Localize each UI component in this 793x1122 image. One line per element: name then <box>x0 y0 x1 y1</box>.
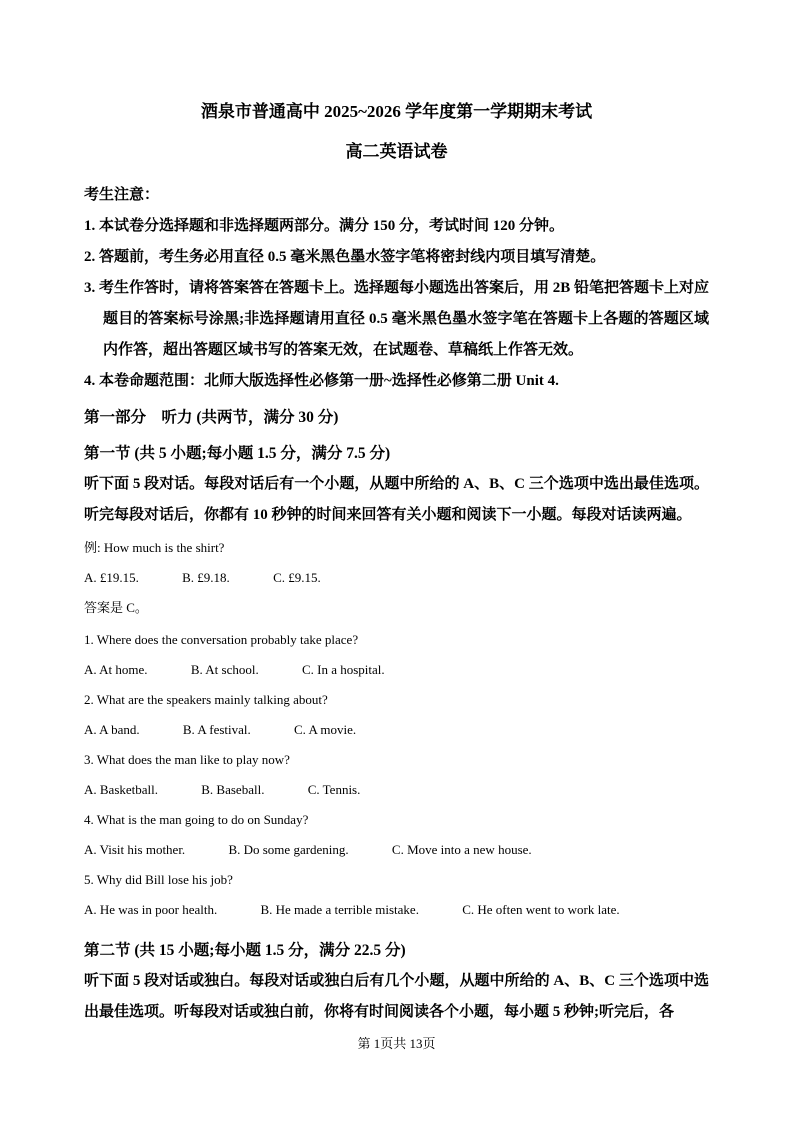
question-options <box>84 775 709 805</box>
option-a: A. Basketball. <box>84 782 159 797</box>
example-option-c: C. £9.15. <box>273 570 321 585</box>
part1-heading: 第一部分 听力 (共两节，满分 30 分) <box>84 409 339 426</box>
question-options <box>84 715 709 745</box>
option-c: C. Tennis. <box>307 782 361 797</box>
question-text: 2. What are the speakers mainly talking about? <box>84 692 328 707</box>
question-4 <box>84 805 709 865</box>
page-subtitle: 高二英语试卷 <box>345 142 448 161</box>
option-c: C. A movie. <box>294 722 357 737</box>
example-options <box>84 563 709 593</box>
question-text: 5. Why did Bill lose his job? <box>84 872 233 887</box>
example-block <box>84 533 709 623</box>
section2-instructions: 听下面 5 段对话或独白。每段对话或独白后有几个小题，从题中所给的 A、B、C 三个选项中选出最佳选项。听每段对话或独白前，你将有时间阅读各个小题，每小题 5 秒钟;听完后，各 <box>84 973 709 1020</box>
example-option-b: B. £9.18. <box>182 570 230 585</box>
page-title: 酒泉市普通高中 2025~2026 学年度第一学期期末考试 <box>200 102 593 121</box>
option-c: C. He often went to work late. <box>462 902 620 917</box>
question-text: 3. What does the man like to play now? <box>84 752 290 767</box>
option-c: C. In a hospital. <box>301 662 385 677</box>
option-b: B. A festival. <box>182 722 251 737</box>
option-a: A. At home. <box>84 662 148 677</box>
option-b: B. At school. <box>190 662 259 677</box>
option-c: C. Move into a new house. <box>391 842 532 857</box>
section2-heading: 第二节 (共 15 小题;每小题 1.5 分，满分 22.5 分) <box>84 942 406 959</box>
question-options <box>84 895 709 925</box>
question-3 <box>84 745 709 805</box>
notice-item-1: 1. 本试卷分选择题和非选择题两部分。满分 150 分，考试时间 120 分钟。 <box>84 218 565 234</box>
question-options <box>84 655 709 685</box>
question-text: 1. Where does the conversation probably take place? <box>84 632 359 647</box>
page-footer: 第 1页共 13页 <box>357 1036 436 1051</box>
option-b: B. He made a terrible mistake. <box>260 902 419 917</box>
option-a: A. Visit his mother. <box>84 842 186 857</box>
notice-item-2: 2. 答题前，考生务必用直径 0.5 毫米黑色墨水签字笔将密封线内项目填写清楚。 <box>84 249 606 265</box>
question-2 <box>84 685 709 745</box>
example-prompt: 例: How much is the shirt? <box>84 540 225 555</box>
notice-item-4: 4. 本卷命题范围：北师大版选择性必修第一册~选择性必修第二册 Unit 4. <box>84 373 559 389</box>
notice-heading: 考生注意： <box>84 187 160 203</box>
example-answer: 答案是 C。 <box>84 600 148 615</box>
option-b: B. Baseball. <box>201 782 265 797</box>
option-a: A. He was in poor health. <box>84 902 218 917</box>
question-text: 4. What is the man going to do on Sunday? <box>84 812 309 827</box>
question-5 <box>84 865 709 925</box>
candidate-notice <box>84 180 709 397</box>
question-1 <box>84 625 709 685</box>
example-option-a: A. £19.15. <box>84 570 139 585</box>
section1-instructions: 听下面 5 段对话。每段对话后有一个小题，从题中所给的 A、B、C 三个选项中选出最佳选项。听完每段对话后，你都有 10 秒钟的时间来回答有关小题和阅读下一小题。每段对话读两遍。 <box>84 476 709 523</box>
option-b: B. Do some gardening. <box>228 842 349 857</box>
listening-questions <box>84 625 709 925</box>
option-a: A. A band. <box>84 722 140 737</box>
notice-item-3: 3. 考生作答时，请将答案答在答题卡上。选择题每小题选出答案后，用 2B 铅笔把答题卡上对应题目的答案标号涂黑;非选择题请用直径 0.5 毫米黑色墨水签字笔在答题卡上各题的答题区域内作答，超出答题区域书写的答案无效，在试题卷、草稿纸上作答无效。 <box>84 280 710 358</box>
section1-heading: 第一节 (共 5 小题;每小题 1.5 分，满分 7.5 分) <box>84 445 391 462</box>
question-options <box>84 835 709 865</box>
